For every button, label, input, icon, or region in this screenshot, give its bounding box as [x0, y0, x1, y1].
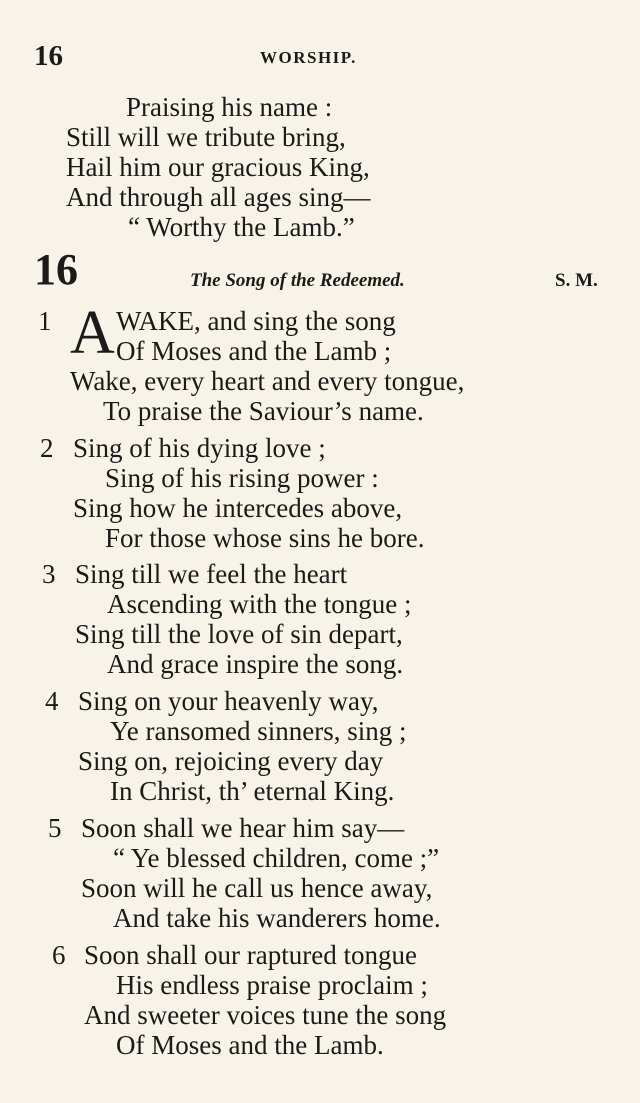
poem-line: Still will we tribute bring, — [66, 122, 346, 152]
poem-line: Soon shall our raptured tongue — [84, 940, 417, 970]
poem-line: Praising his name : — [126, 92, 333, 122]
verse-number: 1 — [38, 306, 52, 336]
poem-line: Hail him our gracious King, — [66, 152, 370, 182]
poem-line: Sing till we feel the heart — [75, 559, 348, 589]
verse-number: 3 — [42, 559, 56, 589]
poem-line: Sing how he intercedes above, — [73, 493, 403, 523]
poem-line: And grace inspire the song. — [107, 649, 404, 679]
verse-number: 6 — [52, 940, 66, 970]
verse-number: 4 — [45, 686, 59, 716]
poem-line: Soon shall we hear him say— — [81, 813, 405, 843]
hymn-title: The Song of the Redeemed. — [190, 270, 405, 291]
poem-line: WAKE, and sing the song — [116, 306, 396, 336]
poem-line: Ye ransomed sinners, sing ; — [110, 716, 407, 746]
poem-line: Wake, every heart and every tongue, — [70, 366, 465, 396]
poem-line: Sing till the love of sin depart, — [75, 619, 403, 649]
poem-line: “ Worthy the Lamb.” — [128, 212, 355, 242]
drop-cap: A — [70, 299, 115, 367]
poem-line: Of Moses and the Lamb. — [116, 1030, 384, 1060]
poem-line: For those whose sins he bore. — [105, 523, 425, 553]
poem-line: Sing on, rejoicing every day — [78, 746, 384, 776]
hymn-number: 16 — [34, 245, 78, 294]
poem-line: To praise the Saviour’s name. — [103, 396, 424, 426]
page-header — [34, 40, 600, 74]
poem-line: In Christ, th’ eternal King. — [110, 776, 395, 806]
poem-line: And sweeter voices tune the song — [84, 1000, 447, 1030]
running-head: WORSHIP. — [260, 48, 357, 67]
poem-line: Of Moses and the Lamb ; — [116, 336, 392, 366]
poem-line: His endless praise proclaim ; — [116, 970, 428, 1000]
poem-line: Sing of his rising power : — [105, 463, 379, 493]
poem-line: “ Ye blessed children, come ;” — [113, 843, 440, 873]
poem-line: Soon will he call us hence away, — [81, 873, 433, 903]
verse-number: 2 — [40, 433, 54, 463]
verse-number: 5 — [48, 813, 62, 843]
poem-line: Sing of his dying love ; — [73, 433, 326, 463]
poem-line: And take his wanderers home. — [113, 903, 441, 933]
poem-line: Ascending with the tongue ; — [107, 589, 412, 619]
page-number: 16 — [34, 40, 63, 72]
hymn-meter: S. M. — [555, 270, 598, 291]
poem-line: And through all ages sing— — [66, 182, 371, 212]
poem-line: Sing on your heavenly way, — [78, 686, 379, 716]
